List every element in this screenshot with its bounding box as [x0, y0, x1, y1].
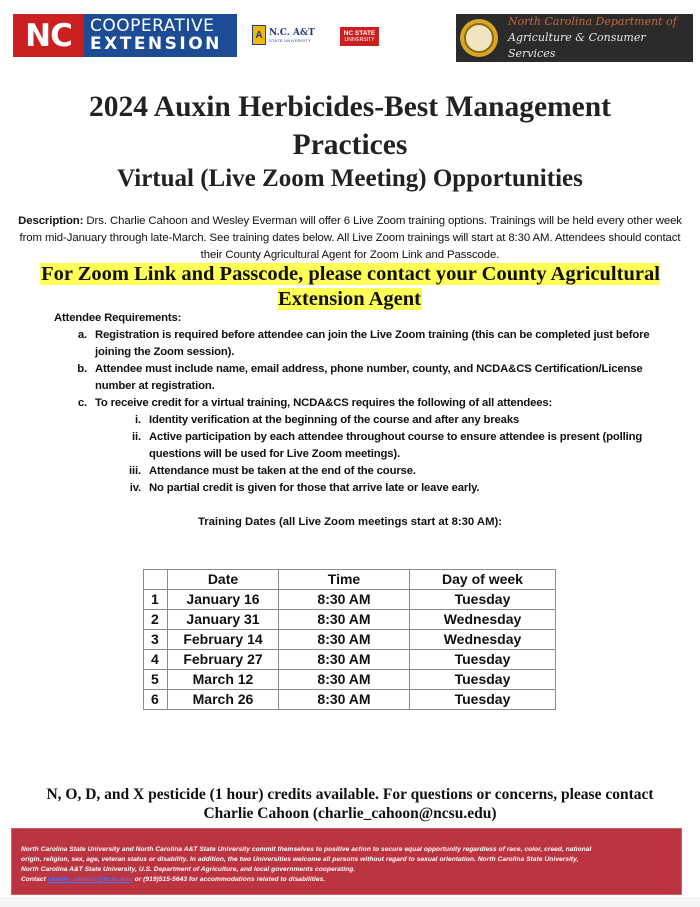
- page-subtitle: Virtual (Live Zoom Meeting) Opportunities: [117, 165, 583, 192]
- footer-contact: [21, 875, 672, 885]
- nc-cooperative-extension-logo: [13, 14, 237, 57]
- requirement-text: Attendee must include name, email address, phone number, county, and NCDA&CS Certification/License number at registration.: [95, 363, 643, 392]
- footer-line3: North Carolina A&T State University, U.S. Department of Agriculture, and local governments cooperating.: [21, 866, 356, 873]
- row-time: 8:30 AM: [279, 670, 410, 690]
- requirement-subitem: [54, 463, 674, 480]
- subitem-text: Active participation by each attendee throughout course to ensure attendee is present (polling questions will be used for Live Zoom meetings).: [149, 431, 643, 460]
- row-date: January 31: [168, 610, 279, 630]
- requirement-marker: c.: [77, 397, 87, 409]
- row-number: 5: [144, 670, 168, 690]
- row-date: January 16: [168, 590, 279, 610]
- ncstate-line2: UNIVERSITY: [344, 37, 375, 43]
- requirement-text: To receive credit for a virtual training, NCDA&CS requires the following of all attendees:: [95, 397, 553, 409]
- footer-email-link[interactable]: charlie_cahoon@ncsu.edu: [47, 876, 133, 883]
- requirement-item: [54, 361, 674, 395]
- row-number: 2: [144, 610, 168, 630]
- subitem-text: No partial credit is given for those that arrive late or leave early.: [149, 482, 480, 494]
- description: [14, 213, 686, 264]
- zoom-link-notice: [0, 262, 700, 312]
- row-number: 4: [144, 650, 168, 670]
- page-bottom-edge: [0, 897, 700, 907]
- footer-contact-suffix: or (919)515-5643 for accommodations related to disabilities.: [132, 876, 326, 883]
- requirement-subitem: [54, 480, 674, 497]
- row-time: 8:30 AM: [279, 690, 410, 710]
- row-date: February 27: [168, 650, 279, 670]
- subitem-marker: iii.: [129, 465, 141, 477]
- column-header: Day of week: [410, 570, 556, 590]
- subitem-text: Identity verification at the beginning of the course and after any breaks: [149, 414, 520, 426]
- ncda-line2: Agriculture & Consumer Services: [508, 31, 646, 60]
- column-header: [144, 570, 168, 590]
- table-row: [144, 610, 556, 630]
- extension-line2: EXTENSION: [90, 34, 222, 54]
- ncda-line1: North Carolina Department of: [508, 15, 677, 28]
- credits-notice: [0, 785, 700, 823]
- row-date: March 12: [168, 670, 279, 690]
- row-time: 8:30 AM: [279, 630, 410, 650]
- ncat-sub: STATE UNIVERSITY: [269, 37, 312, 43]
- table-row: [144, 630, 556, 650]
- ncda-seal-icon: [460, 19, 498, 57]
- column-header: Date: [168, 570, 279, 590]
- extension-wordmark: [84, 14, 237, 57]
- row-number: 1: [144, 590, 168, 610]
- subitem-text: Attendance must be taken at the end of the course.: [149, 465, 416, 477]
- credits-line1: N, O, D, and X pesticide (1 hour) credits available. For questions or concerns, please contact: [46, 786, 654, 803]
- column-header: Time: [279, 570, 410, 590]
- description-label: Description:: [18, 215, 84, 227]
- ncat-name: N.C. A&T: [269, 27, 315, 38]
- page-title: 2024 Auxin Herbicides-Best Management Practices: [89, 91, 611, 161]
- row-time: 8:30 AM: [279, 610, 410, 630]
- row-day: Tuesday: [410, 590, 556, 610]
- subitem-marker: ii.: [132, 431, 141, 443]
- training-dates-label: Training Dates (all Live Zoom meetings start at 8:30 AM):: [197, 516, 503, 528]
- row-date: February 14: [168, 630, 279, 650]
- row-day: Wednesday: [410, 610, 556, 630]
- table-row: [144, 590, 556, 610]
- requirement-marker: a.: [77, 329, 87, 341]
- footer-line1: North Carolina State University and North Carolina A&T State University commit themselves to positive action to secure equal opportunity regardless of race, color, creed, national: [21, 846, 592, 853]
- table-row: [144, 670, 556, 690]
- table-header-row: [144, 570, 556, 590]
- aggie-icon: A: [252, 25, 266, 45]
- row-day: Wednesday: [410, 630, 556, 650]
- row-time: 8:30 AM: [279, 650, 410, 670]
- requirement-item: [54, 327, 674, 361]
- ncstate-line1: NC STATE: [343, 30, 376, 37]
- requirement-item: [54, 395, 674, 412]
- row-date: March 26: [168, 690, 279, 710]
- row-number: 6: [144, 690, 168, 710]
- training-dates-table: [143, 569, 556, 710]
- attendee-requirements: [54, 310, 674, 497]
- table-row: [144, 690, 556, 710]
- requirement-text: Registration is required before attendee can join the Live Zoom training (this can be completed just before joining the Zoom session).: [95, 329, 650, 358]
- description-text: Drs. Charlie Cahoon and Wesley Everman will offer 6 Live Zoom training options. Trainings will be held every other week from mid-January through late-March. See training dates below. All Live Zoom trainings will start at 8:30 AM. Attendees should contact their County Agricultural Agent for Zoom Link and Passcode.: [19, 215, 682, 261]
- requirements-heading: Attendee Requirements:: [54, 312, 182, 324]
- equal-opportunity-footer: [11, 828, 682, 895]
- extension-line1: COOPERATIVE: [90, 16, 215, 36]
- ncda-logo: [456, 14, 693, 62]
- requirement-marker: b.: [77, 363, 87, 375]
- requirement-subitem: [54, 429, 674, 463]
- ncat-logo: [252, 25, 315, 45]
- row-day: Tuesday: [410, 650, 556, 670]
- requirement-subitem: [54, 412, 674, 429]
- table-row: [144, 650, 556, 670]
- credits-line2: Charlie Cahoon (charlie_cahoon@ncsu.edu): [203, 805, 497, 822]
- subitem-marker: iv.: [129, 482, 141, 494]
- row-time: 8:30 AM: [279, 590, 410, 610]
- footer-contact-prefix: Contact: [21, 876, 48, 883]
- zoom-link-notice-text: For Zoom Link and Passcode, please contact your County Agricultural Extension Agent: [41, 263, 660, 310]
- subitem-marker: i.: [135, 414, 141, 426]
- ncstate-logo: [340, 27, 379, 46]
- nc-logo-mark: NC: [13, 14, 84, 57]
- row-day: Tuesday: [410, 670, 556, 690]
- row-number: 3: [144, 630, 168, 650]
- footer-line2: origin, religion, sex, age, veteran status or disability. In addition, the two Universities welcome all persons without regard to sexual orientation. North Carolina State University,: [21, 856, 579, 863]
- row-day: Tuesday: [410, 690, 556, 710]
- header-logos: [0, 0, 700, 70]
